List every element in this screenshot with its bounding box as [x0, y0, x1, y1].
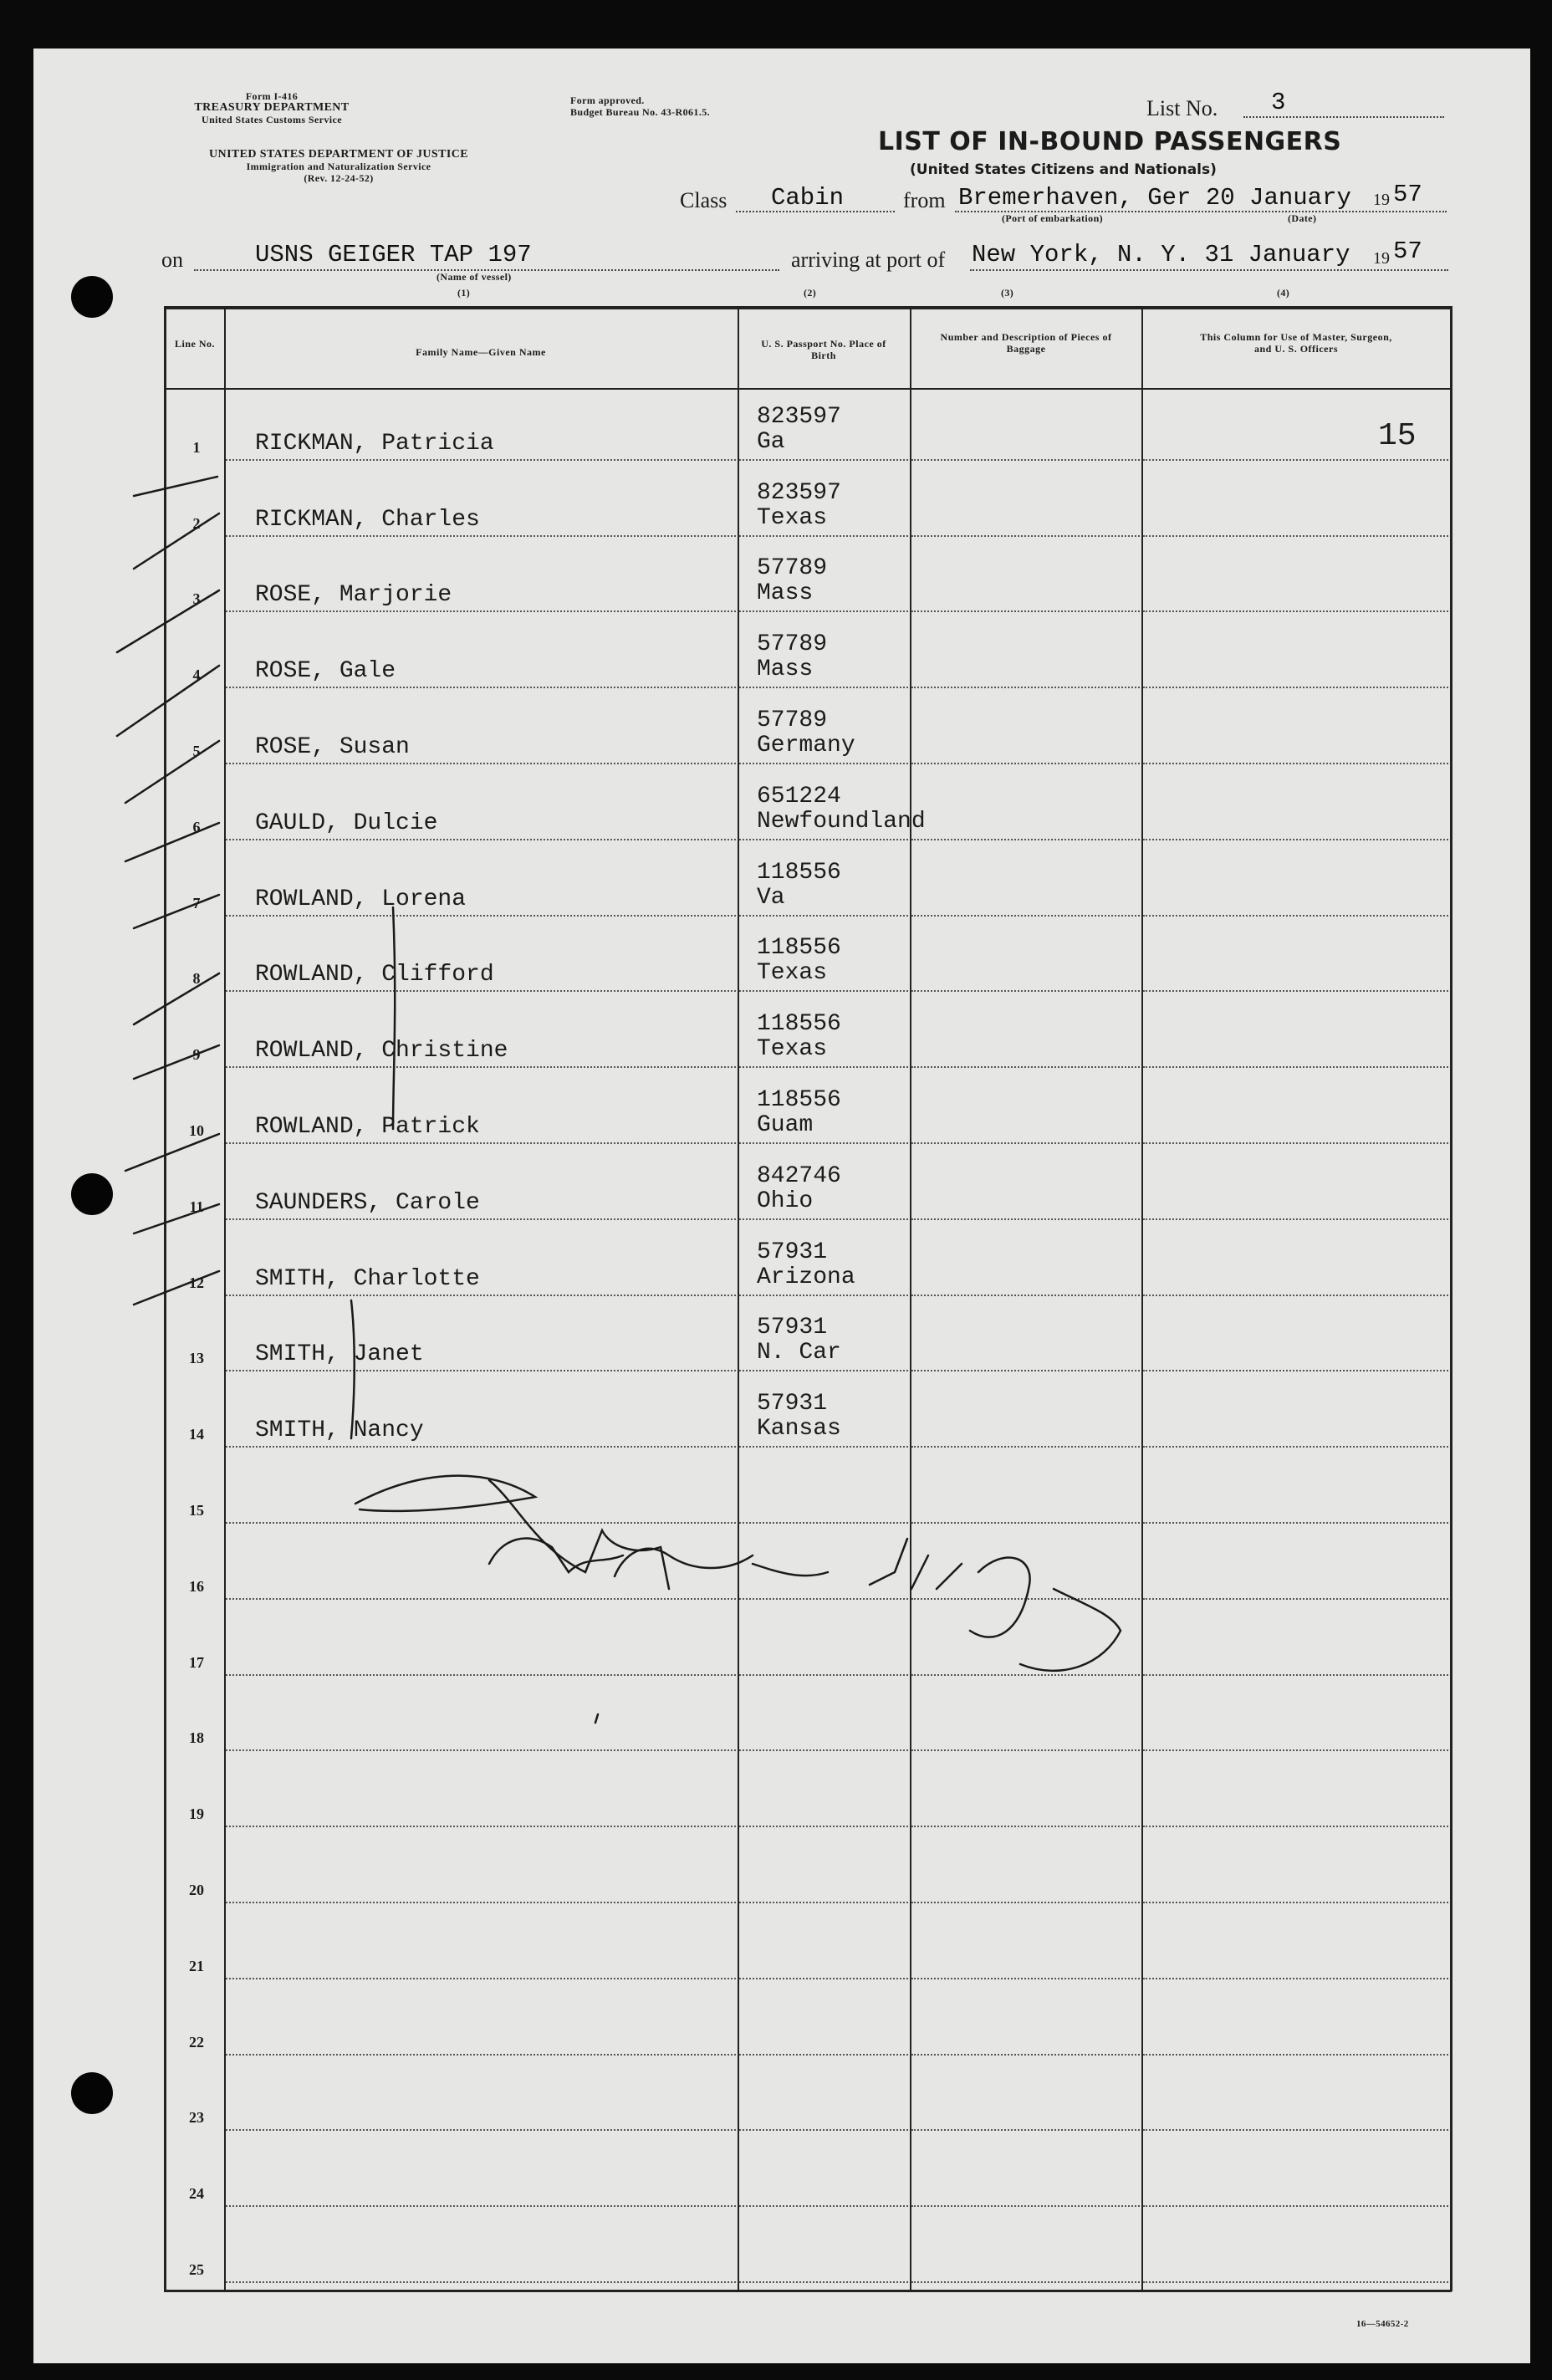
- row-rule: [1143, 1142, 1448, 1144]
- row-rule: [739, 535, 908, 537]
- embarkation-port-date: Bremerhaven, Ger 20 January: [958, 184, 1351, 212]
- row-rule: [1143, 1749, 1448, 1751]
- date-caption: (Date): [1288, 212, 1317, 224]
- place-of-birth: Texas: [757, 504, 828, 531]
- row-rule: [739, 990, 908, 992]
- header-officers: This Column for Use of Master, Surgeon, and U. S. Officers: [1200, 331, 1392, 355]
- row-rule: [1143, 1446, 1448, 1448]
- row-rule: [739, 459, 908, 461]
- row-rule: [1143, 1978, 1448, 1979]
- row-rule: [911, 2205, 1140, 2207]
- place-of-birth: Mass: [757, 656, 814, 683]
- row-rule: [911, 763, 1140, 764]
- passenger-name: ROSE, Gale: [255, 658, 396, 685]
- row-rule: [911, 535, 1140, 537]
- passport-number: 118556: [757, 935, 841, 962]
- row-rule: [226, 1522, 736, 1524]
- passport-number: 823597: [757, 403, 841, 430]
- list-no-value: 3: [1271, 89, 1286, 116]
- row-rule: [226, 459, 736, 461]
- row-rule: [226, 1674, 736, 1676]
- passport-number: 118556: [757, 1087, 841, 1113]
- col1-number: (1): [457, 287, 471, 299]
- line-number: 11: [189, 1198, 204, 1215]
- justice-dept: UNITED STATES DEPARTMENT OF JUSTICE: [209, 148, 468, 161]
- passport-number: 57931: [757, 1391, 828, 1417]
- vessel-name: USNS GEIGER TAP 197: [255, 241, 532, 268]
- line-number: 22: [189, 2033, 204, 2051]
- row-rule: [226, 990, 736, 992]
- row-rule: [739, 1902, 908, 1903]
- place-of-birth: Kansas: [757, 1416, 841, 1443]
- line-number: 21: [189, 1957, 204, 1974]
- row-rule: [226, 839, 736, 840]
- binder-hole-middle: [71, 1173, 113, 1215]
- passenger-name: SMITH, Nancy: [255, 1417, 424, 1444]
- passenger-name: SMITH, Janet: [255, 1341, 424, 1368]
- line-number: 2: [192, 514, 201, 532]
- row-rule: [911, 1826, 1140, 1827]
- place-of-birth: Arizona: [757, 1264, 855, 1290]
- line-number: 8: [192, 970, 201, 988]
- header-passport-birth: U. S. Passport No. Place of Birth: [761, 338, 886, 361]
- passenger-name: ROWLAND, Lorena: [255, 886, 467, 912]
- row-rule: [1143, 1522, 1448, 1524]
- row-rule: [739, 1142, 908, 1144]
- line-number: 7: [192, 894, 201, 912]
- row-rule: [1143, 535, 1448, 537]
- from-label: from: [903, 188, 946, 212]
- row-rule: [1143, 1902, 1448, 1903]
- row-rule: [911, 687, 1140, 688]
- row-rule: [1143, 687, 1448, 688]
- row-rule: [226, 2205, 736, 2207]
- place-of-birth: Guam: [757, 1112, 814, 1138]
- document-subtitle: (United States Citizens and Nationals): [910, 161, 1217, 178]
- row-rule: [1143, 763, 1448, 764]
- passenger-name: SMITH, Charlotte: [255, 1265, 480, 1292]
- row-rule: [911, 1218, 1140, 1220]
- place-of-birth: Texas: [757, 960, 828, 987]
- list-no-label: List No.: [1146, 96, 1218, 120]
- line-number: 5: [192, 743, 201, 759]
- line-number: 12: [189, 1274, 204, 1291]
- row-rule: [739, 839, 908, 840]
- row-rule: [1143, 2205, 1448, 2207]
- place-of-birth: Mass: [757, 580, 814, 607]
- row-rule: [1143, 1826, 1448, 1827]
- row-rule: [226, 1826, 736, 1827]
- row-rule: [739, 1674, 908, 1676]
- class-label: Class: [680, 188, 728, 212]
- row-rule: [911, 459, 1140, 461]
- passenger-name: RICKMAN, Charles: [255, 506, 480, 533]
- row-rule: [1143, 1674, 1448, 1676]
- passport-number: 57789: [757, 555, 828, 582]
- row-rule: [911, 1295, 1140, 1296]
- row-rule: [911, 1522, 1140, 1524]
- binder-hole-bottom: [71, 2072, 113, 2114]
- row-rule: [226, 1370, 736, 1371]
- row-rule: [1143, 1598, 1448, 1600]
- passenger-name: ROSE, Marjorie: [255, 582, 452, 609]
- row-rule: [739, 1370, 908, 1371]
- passport-number: 118556: [757, 859, 841, 886]
- line-number: 10: [189, 1122, 204, 1139]
- customs-service: United States Customs Service: [202, 114, 342, 125]
- place-of-birth: Texas: [757, 1036, 828, 1063]
- ins-service: Immigration and Naturalization Service: [246, 161, 431, 172]
- row-rule: [739, 1598, 908, 1600]
- line-number: 24: [189, 2185, 204, 2203]
- row-rule: [911, 1142, 1140, 1144]
- treasury-dept: TREASURY DEPARTMENT: [194, 101, 350, 114]
- row-rule: [739, 2281, 908, 2283]
- row-rule: [226, 535, 736, 537]
- row-rule: [226, 1978, 736, 1979]
- row-rule: [226, 1066, 736, 1068]
- line-number: 19: [189, 1805, 204, 1823]
- row-rule: [911, 990, 1140, 992]
- arrival-year-prefix: 19: [1373, 249, 1390, 268]
- row-rule: [226, 1218, 736, 1220]
- line-number: 6: [192, 818, 201, 835]
- line-number: 23: [189, 2109, 204, 2127]
- row-rule: [911, 1446, 1140, 1448]
- row-rule: [226, 2129, 736, 2131]
- row-rule: [226, 1446, 736, 1448]
- row-rule: [911, 2281, 1140, 2283]
- line-number: 9: [192, 1046, 201, 1064]
- row-rule: [911, 1598, 1140, 1600]
- row-rule: [739, 2054, 908, 2056]
- row-rule: [1143, 839, 1448, 840]
- line-number: 15: [189, 1502, 204, 1519]
- place-of-birth: N. Car: [757, 1340, 841, 1366]
- row-rule: [226, 1598, 736, 1600]
- row-rule: [739, 1978, 908, 1979]
- row-rule: [226, 610, 736, 612]
- from-year: 57: [1393, 181, 1422, 208]
- col2-number: (2): [804, 287, 817, 299]
- row-rule: [911, 1066, 1140, 1068]
- row-rule: [739, 1826, 908, 1827]
- row-rule: [226, 915, 736, 917]
- row-rule: [1143, 2129, 1448, 2131]
- row-rule: [1143, 1370, 1448, 1371]
- passenger-name: GAULD, Dulcie: [255, 810, 438, 836]
- passport-number: 823597: [757, 479, 841, 506]
- row-rule: [739, 1295, 908, 1296]
- arriving-label: arriving at port of: [791, 248, 946, 272]
- row-rule: [226, 687, 736, 688]
- row-rule: [911, 1370, 1140, 1371]
- row-rule: [911, 839, 1140, 840]
- passport-number: 57789: [757, 707, 828, 733]
- binder-hole-top: [71, 276, 113, 318]
- row-rule: [739, 1218, 908, 1220]
- line-number: 25: [189, 2261, 204, 2278]
- line-number: 4: [192, 667, 201, 684]
- place-of-birth: Newfoundland: [757, 808, 926, 835]
- place-of-birth: Ohio: [757, 1187, 814, 1214]
- row-rule: [1143, 915, 1448, 917]
- row-rule: [739, 1522, 908, 1524]
- passport-number: 57789: [757, 631, 828, 658]
- form-approved: Form approved.: [570, 94, 645, 106]
- passport-number: 651224: [757, 783, 841, 810]
- passenger-name: ROWLAND, Christine: [255, 1038, 508, 1065]
- row-rule: [1143, 610, 1448, 612]
- passenger-name: ROWLAND, Clifford: [255, 962, 494, 988]
- class-value: Cabin: [771, 184, 845, 212]
- budget-bureau: Budget Bureau No. 43-R061.5.: [570, 106, 710, 118]
- passenger-name: SAUNDERS, Carole: [255, 1189, 480, 1216]
- row-rule: [1143, 1066, 1448, 1068]
- row-rule: [911, 1978, 1140, 1979]
- passenger-name: RICKMAN, Patricia: [255, 430, 494, 457]
- passport-number: 842746: [757, 1162, 841, 1189]
- port-caption: (Port of embarkation): [1002, 212, 1104, 224]
- row-rule: [911, 1674, 1140, 1676]
- row-rule: [226, 1295, 736, 1296]
- passport-number: 118556: [757, 1011, 841, 1038]
- row-rule: [911, 1902, 1140, 1903]
- on-label: on: [161, 248, 183, 272]
- row-rule: [739, 1446, 908, 1448]
- row-rule: [739, 687, 908, 688]
- header-line-no: Line No.: [174, 338, 215, 350]
- officer-note: 15: [1378, 418, 1417, 454]
- row-rule: [226, 1749, 736, 1751]
- row-rule: [911, 2054, 1140, 2056]
- row-rule: [1143, 2054, 1448, 2056]
- vessel-caption: (Name of vessel): [436, 271, 512, 283]
- from-year-prefix: 19: [1373, 191, 1390, 209]
- col4-number: (4): [1277, 287, 1290, 299]
- arrival-port-date: New York, N. Y. 31 January: [972, 241, 1350, 268]
- arrival-year: 57: [1393, 237, 1422, 265]
- line-number: 14: [189, 1426, 204, 1443]
- row-rule: [739, 763, 908, 764]
- line-number: 1: [192, 438, 201, 456]
- place-of-birth: Va: [757, 884, 785, 911]
- row-rule: [226, 2054, 736, 2056]
- row-rule: [739, 2205, 908, 2207]
- header-family-name: Family Name—Given Name: [416, 346, 546, 358]
- row-rule: [1143, 459, 1448, 461]
- passenger-name: ROWLAND, Patrick: [255, 1114, 480, 1140]
- line-number: 3: [192, 590, 201, 608]
- row-rule: [226, 763, 736, 764]
- row-rule: [911, 915, 1140, 917]
- row-rule: [1143, 1218, 1448, 1220]
- row-rule: [911, 610, 1140, 612]
- row-rule: [1143, 2281, 1448, 2283]
- row-rule: [226, 1902, 736, 1903]
- passenger-name: ROSE, Susan: [255, 734, 410, 760]
- passport-number: 57931: [757, 1239, 828, 1265]
- row-rule: [911, 2129, 1140, 2131]
- line-number: 18: [189, 1729, 204, 1747]
- revision-date: (Rev. 12-24-52): [304, 172, 374, 184]
- line-number: 16: [189, 1577, 204, 1595]
- row-rule: [911, 1749, 1140, 1751]
- row-rule: [226, 2281, 736, 2283]
- row-rule: [739, 1066, 908, 1068]
- row-rule: [1143, 1295, 1448, 1296]
- row-rule: [739, 915, 908, 917]
- row-rule: [739, 2129, 908, 2131]
- line-number: 17: [189, 1653, 204, 1671]
- print-code: 16—54652-2: [1356, 2319, 1409, 2329]
- row-rule: [739, 1749, 908, 1751]
- form-number: Form I-416: [245, 90, 299, 102]
- row-rule: [739, 610, 908, 612]
- row-rule: [1143, 990, 1448, 992]
- line-number: 13: [189, 1350, 204, 1367]
- place-of-birth: Germany: [757, 733, 855, 758]
- row-rule: [226, 1142, 736, 1144]
- passport-number: 57931: [757, 1315, 828, 1341]
- document-title: LIST OF IN-BOUND PASSENGERS: [878, 127, 1342, 156]
- line-number: 20: [189, 1882, 204, 1898]
- place-of-birth: Ga: [757, 428, 785, 455]
- header-baggage: Number and Description of Pieces of Baggage: [940, 331, 1112, 355]
- col3-number: (3): [1001, 287, 1014, 299]
